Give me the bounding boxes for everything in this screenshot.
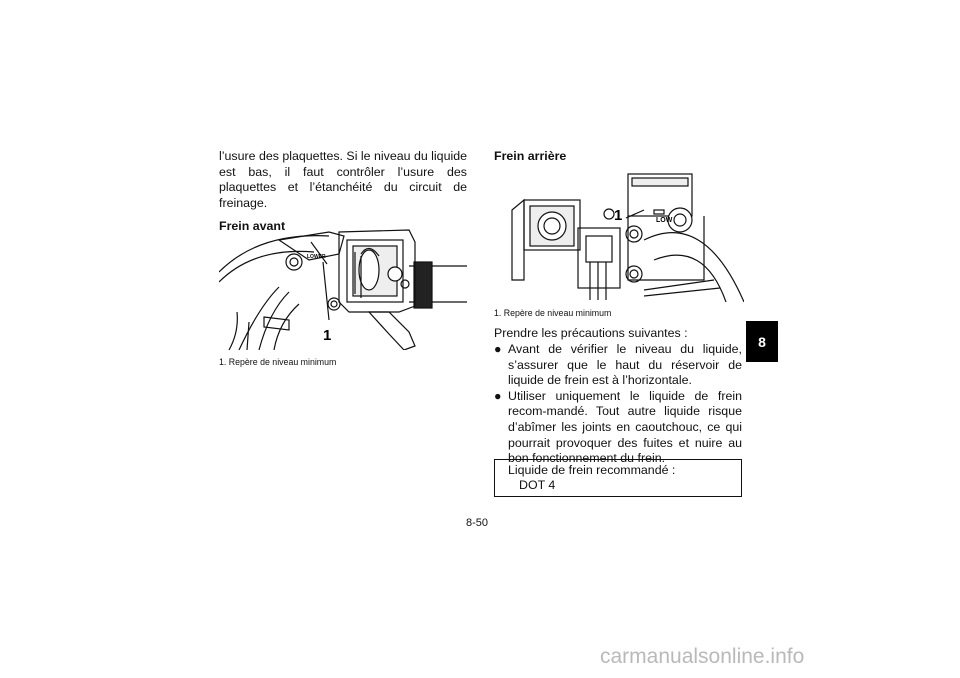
- page-number: 8-50: [466, 517, 489, 529]
- rear-brake-illustration: [494, 170, 744, 302]
- watermark: carmanualsonline.info: [600, 645, 805, 668]
- front-brake-figure: [219, 212, 469, 350]
- list-item: [494, 389, 742, 467]
- bullet-text: Utiliser uniquement le liquide de frein recom-mandé. Tout autre liquide risque d’abîmer les joints en caoutchouc, ce qui pourrait provoquer des fuites et nuire au bon fonctionnement du frein.: [508, 388, 742, 466]
- bullet-icon: ●: [494, 388, 502, 403]
- low-label: LOW: [656, 217, 673, 224]
- lower-label: LOWER: [307, 254, 326, 260]
- list-item: [494, 342, 742, 389]
- front-figure-callout: 1: [323, 327, 332, 344]
- rear-figure-callout: 1: [614, 207, 623, 224]
- rear-brake-figure: [494, 170, 744, 302]
- front-brake-heading: Frein avant: [219, 219, 286, 234]
- right-column: [494, 149, 742, 165]
- recommended-fluid-value: DOT 4: [519, 478, 556, 492]
- recommended-fluid-label: Liquide de frein recommandé :: [508, 463, 676, 477]
- front-brake-caption: 1. Repère de niveau minimum: [219, 357, 337, 367]
- rear-brake-caption: 1. Repère de niveau minimum: [494, 308, 612, 318]
- precautions-list: [494, 342, 742, 467]
- bullet-icon: ●: [494, 342, 502, 356]
- rear-brake-heading: Frein arrière: [494, 149, 567, 163]
- bullet-text: Avant de vérifier le niveau du liquide, s’assurer que le haut du réservoir de liquide de frein est à l’horizontale.: [508, 342, 742, 388]
- precautions-intro: Prendre les précautions suivantes :: [494, 326, 688, 340]
- section-tab: 8: [746, 321, 778, 362]
- intro-paragraph: l’usure des plaquettes. Si le niveau du liquide est bas, il faut contrôler l’usure des plaquettes et l’étanchéité du circuit de freinage.: [219, 149, 467, 210]
- front-brake-illustration: [219, 212, 469, 350]
- recommended-fluid-box: [494, 459, 742, 497]
